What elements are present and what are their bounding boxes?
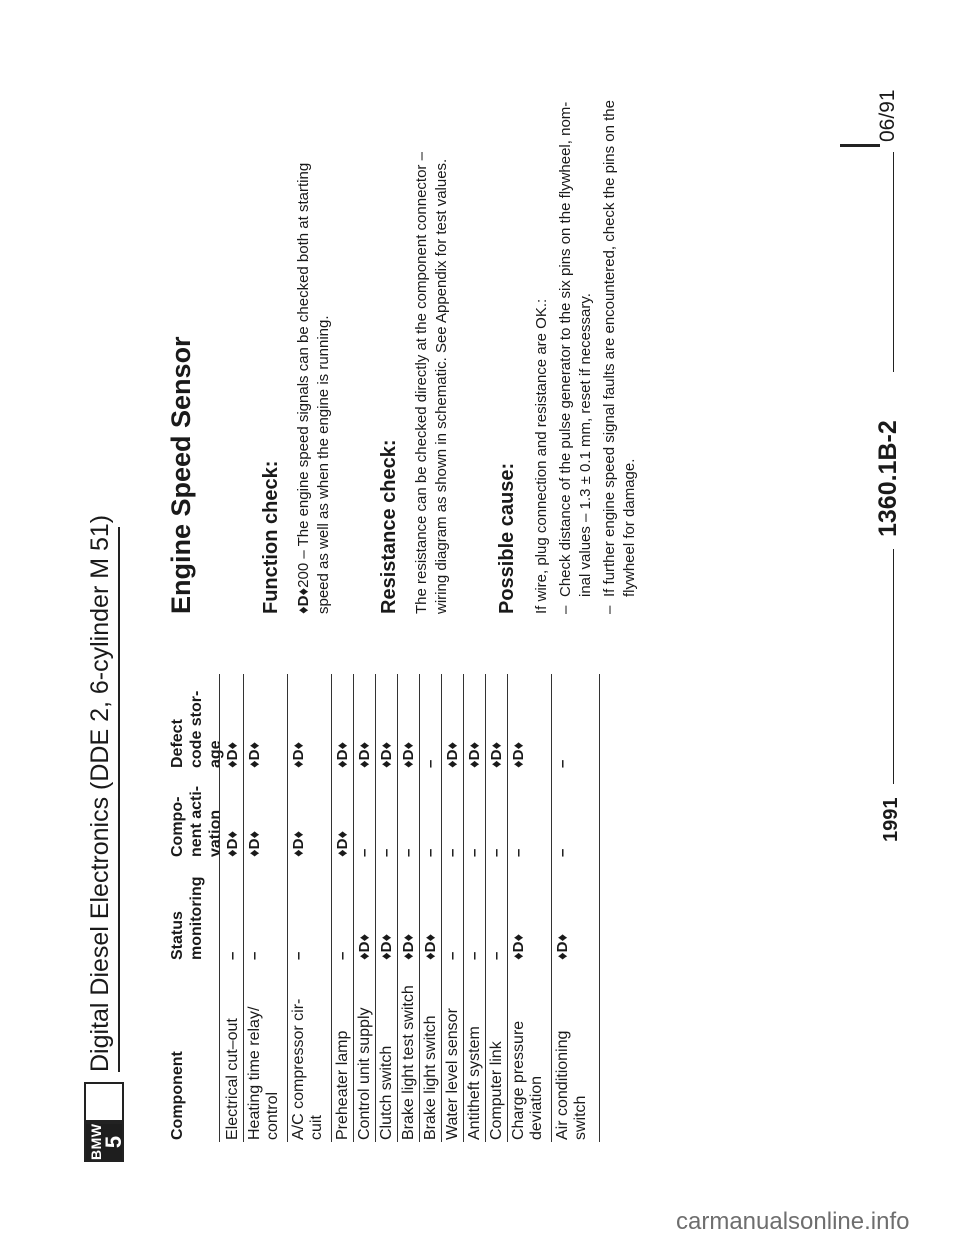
- row-component: Control unit supply: [356, 1007, 373, 1140]
- row-storage: ♦D♦: [378, 741, 395, 768]
- row-separator: [419, 674, 420, 1142]
- row-separator: [551, 674, 552, 1142]
- possible-cause-heading: Possible cause:: [496, 462, 518, 614]
- cause-item-1-line-1: Check distance of the pulse generator to the six pins on the flywheel, nom-: [557, 101, 574, 597]
- function-check-text: [294, 163, 334, 614]
- row-activation: –: [488, 848, 505, 857]
- function-check-line-2: speed as well as when the engine is running.: [315, 315, 332, 614]
- bmw-logo: [84, 1122, 124, 1162]
- row-storage: –: [422, 759, 439, 768]
- row-activation: ♦D♦: [334, 830, 351, 857]
- row-activation: ♦D♦: [246, 830, 263, 857]
- row-component: Brake light switch: [422, 1015, 439, 1140]
- row-activation: –: [510, 848, 527, 857]
- row-separator: [441, 674, 442, 1142]
- resistance-check-heading: Resistance check:: [378, 439, 400, 614]
- row-status: ♦D♦: [510, 933, 527, 960]
- row-component: Preheater lamp: [334, 1030, 351, 1140]
- row-storage: ♦D♦: [488, 741, 505, 768]
- row-status: ♦D♦: [356, 933, 373, 960]
- row-separator: [397, 674, 398, 1142]
- header-year: 1991: [880, 797, 902, 842]
- function-check-line-1: 200 – The engine speed signals can be checked both at starting: [295, 162, 312, 588]
- row-status: –: [224, 951, 241, 960]
- cause-item-1-line-2: inal values – 1.3 ± 0.1 mm, reset if necessary.: [577, 293, 594, 597]
- col-header-component: Component: [169, 1051, 186, 1140]
- logo-brand: BMW: [88, 1123, 104, 1160]
- row-separator: [287, 674, 288, 1142]
- watermark: carmanualsonline.info: [676, 1208, 910, 1235]
- logo-blank-box: [84, 1082, 124, 1122]
- header-code: 1360.1B-2: [874, 420, 902, 537]
- row-status: –: [488, 951, 505, 960]
- row-component: Charge pressure deviation: [510, 1020, 545, 1140]
- row-separator: [243, 674, 244, 1142]
- row-component: Brake light test switch: [400, 985, 417, 1140]
- row-component: Computer link: [488, 1041, 505, 1140]
- row-activation: –: [378, 848, 395, 857]
- header-rule-left: [893, 152, 894, 372]
- cause-item-2-line-2: flywheel for damage.: [621, 458, 638, 597]
- cause-item-1: [556, 102, 596, 597]
- title-rule: [118, 527, 120, 1072]
- page-title: Digital Diesel Electronics (DDE 2, 6-cylinder M 51): [86, 514, 114, 1072]
- resistance-check-text: [412, 152, 452, 614]
- header-rule-right: [893, 549, 894, 784]
- row-status: ♦D♦: [400, 933, 417, 960]
- row-component: Water level sensor: [444, 1008, 461, 1140]
- row-status: –: [290, 951, 307, 960]
- row-separator: [507, 674, 508, 1142]
- cause-item-2-line-1: If further engine speed signal faults are encountered, check the pins on the: [601, 100, 618, 597]
- row-status: –: [246, 951, 263, 960]
- row-storage: ♦D♦: [334, 741, 351, 768]
- row-component: Heating time relay/ control: [246, 1006, 281, 1140]
- function-check-code: ♦D♦: [295, 587, 312, 614]
- row-storage: ♦D♦: [224, 741, 241, 768]
- table-header-rule: [219, 674, 220, 1142]
- col-header-status: Status monitoring: [169, 876, 205, 960]
- row-activation: –: [444, 848, 461, 857]
- possible-cause-intro: If wire, plug connection and resistance are OK.:: [533, 298, 550, 614]
- row-status: ♦D♦: [378, 933, 395, 960]
- row-storage: ♦D♦: [356, 741, 373, 768]
- row-activation: –: [400, 848, 417, 857]
- col-header-storage: Defect code stor- age: [169, 690, 224, 768]
- row-component: Electrical cut–out: [224, 1018, 241, 1140]
- row-component: A/C compressor cir- cuit: [290, 998, 325, 1140]
- section-heading: Engine Speed Sensor: [166, 336, 196, 614]
- row-separator: [375, 674, 376, 1142]
- row-activation: ♦D♦: [290, 830, 307, 857]
- row-separator: [599, 674, 600, 1142]
- cause-item-2: [600, 100, 640, 597]
- row-storage: ♦D♦: [510, 741, 527, 768]
- row-activation: –: [554, 848, 571, 857]
- header-date: 06/91: [876, 89, 899, 142]
- resistance-check-line-2: wiring diagram as shown in schematic. See Appendix for test values.: [433, 158, 450, 614]
- row-storage: –: [554, 759, 571, 768]
- row-separator: [485, 674, 486, 1142]
- row-status: ♦D♦: [554, 933, 571, 960]
- row-activation: –: [422, 848, 439, 857]
- col-header-activation: Compo- nent acti- vation: [169, 785, 224, 857]
- row-storage: ♦D♦: [246, 741, 263, 768]
- row-storage: ♦D♦: [466, 741, 483, 768]
- row-activation: ♦D♦: [224, 830, 241, 857]
- row-storage: ♦D♦: [444, 741, 461, 768]
- function-check-heading: Function check:: [260, 460, 282, 614]
- row-component: Antitheft system: [466, 1026, 483, 1140]
- cause-item-2-dash: –: [601, 605, 618, 614]
- row-status: –: [334, 951, 351, 960]
- row-activation: –: [466, 848, 483, 857]
- row-component: Air conditioning switch: [554, 1030, 589, 1140]
- row-storage: ♦D♦: [290, 741, 307, 768]
- row-status: ♦D♦: [422, 933, 439, 960]
- header-vertical-rule: [840, 144, 880, 147]
- row-storage: ♦D♦: [400, 741, 417, 768]
- logo-series: 5: [101, 1135, 126, 1149]
- row-separator: [463, 674, 464, 1142]
- row-separator: [331, 674, 332, 1142]
- row-activation: –: [356, 848, 373, 857]
- resistance-check-line-1: The resistance can be checked directly at the component connector –: [413, 152, 430, 614]
- cause-item-1-dash: –: [557, 605, 574, 614]
- row-status: –: [444, 951, 461, 960]
- row-component: Clutch switch: [378, 1045, 395, 1140]
- row-status: –: [466, 951, 483, 960]
- row-separator: [353, 674, 354, 1142]
